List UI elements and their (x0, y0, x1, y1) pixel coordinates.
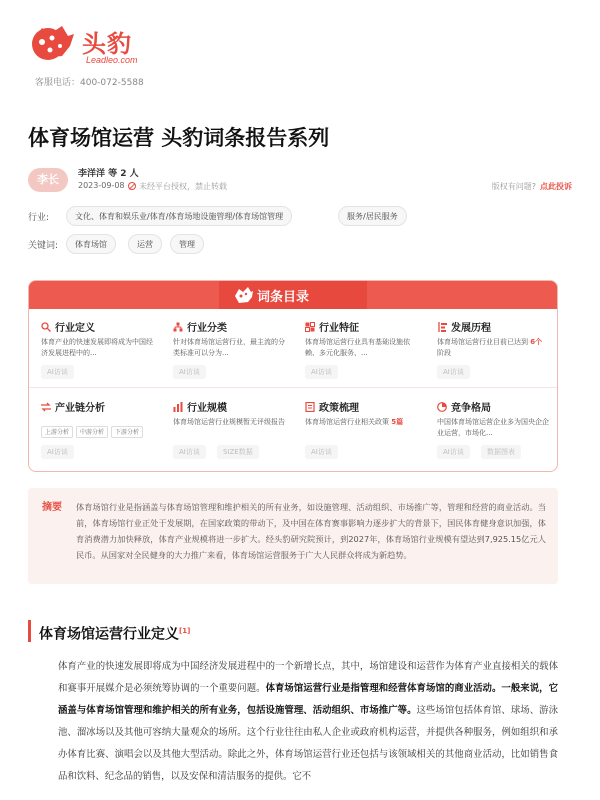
data-chart-button[interactable]: 数据图表 (481, 445, 521, 459)
toc-item-title-text: 发展历程 (451, 323, 491, 334)
author-name[interactable]: 李洋洋 等 2 人 (78, 169, 139, 179)
toc-item-desc-text: 体育场馆运营行业相关政策 (305, 418, 392, 426)
toc-item-title (173, 399, 227, 414)
toc-item-desc: 体育场馆运营行业具有基础设施依赖、多元化服务、... (305, 338, 410, 357)
definition-body (58, 656, 558, 788)
body-paragraph: 这些场馆包括体育馆、球场、游泳池、溜冰场以及其他可容纳大量观众的场所。这个行业往往由私人企业或政府机构运营，并提供各种服务，例如组织和承办体育比赛、演唱会以及其他大型活动。除此之外，体育场馆运营行业还包括与该领域相关的其他商业活动，比如销售食品和饮料、纪念品的销售，以及安保和清洁服务的提供。它不 (58, 705, 558, 782)
industry-label: 行业: (28, 213, 50, 223)
toc-item-title-text: 行业定义 (55, 323, 95, 334)
avatar: 李长 (28, 168, 68, 192)
site-header (28, 18, 228, 88)
keyword-row (28, 234, 572, 254)
industry-tag[interactable]: 文化、体育和娱乐业/体育/体育场地设施管理/体育场馆管理 (66, 206, 292, 226)
toc-item-title (41, 399, 105, 414)
author-row (28, 166, 572, 196)
chain-analysis-tags (41, 419, 146, 438)
toc-item-title-text: 产业链分析 (55, 403, 105, 414)
toc-item-title (173, 319, 227, 334)
ai-interview-button[interactable]: AI访谈 (437, 365, 470, 379)
upstream-tag[interactable]: 上游分析 (41, 426, 73, 438)
toc-item-history[interactable] (425, 309, 557, 389)
ai-interview-button[interactable]: AI访谈 (305, 365, 338, 379)
toc-panel (28, 280, 558, 472)
toc-item-title (305, 319, 359, 334)
hierarchy-icon (173, 322, 183, 332)
leopard-logo-icon (234, 286, 254, 304)
toc-item-desc-text: 阶段 (437, 349, 451, 357)
size-data-button[interactable]: SIZE数据 (217, 445, 259, 459)
reprint-warning (128, 181, 227, 192)
toc-item-title-text: 行业特征 (319, 323, 359, 334)
pie-chart-icon (437, 402, 447, 412)
section-title (28, 620, 190, 642)
keyword-label: 关键词: (28, 241, 59, 251)
toc-item-title (305, 399, 359, 414)
copyright-question: 版权有问题? (491, 182, 536, 191)
chain-arrows-icon (41, 402, 51, 412)
search-doc-icon (41, 322, 51, 332)
toc-item-features[interactable] (293, 309, 425, 389)
toc-header (29, 281, 557, 309)
toc-item-chain[interactable] (29, 389, 161, 469)
stage-count: 6个 (530, 338, 543, 346)
toc-item-classification[interactable] (161, 309, 293, 389)
copyright-report (492, 181, 572, 192)
keyword-tag[interactable]: 体育场馆 (66, 234, 116, 254)
reprint-warning-text: 未经平台授权，禁止转载 (139, 182, 227, 191)
grid-icon (305, 322, 315, 332)
toc-item-title-text: 政策梳理 (319, 403, 359, 414)
toc-item-desc: 体育场馆运营行业规模暂无评级报告 (173, 418, 285, 426)
ai-interview-button[interactable]: AI访谈 (305, 445, 338, 459)
toc-item-desc-text: 体育场馆运营行业目前已达到 (437, 338, 531, 346)
keyword-tag[interactable]: 管理 (170, 234, 204, 254)
policy-count: 5篇 (391, 418, 404, 426)
toc-title: 词条目录 (257, 290, 310, 305)
leopard-logo-icon (28, 22, 76, 62)
industry-row (28, 206, 572, 226)
toc-item-title-text: 竞争格局 (451, 403, 491, 414)
toc-item-desc (305, 417, 417, 428)
report-link[interactable]: 点此投诉 (540, 182, 572, 191)
toc-item-title-text: 行业规模 (187, 403, 227, 414)
service-phone: 客服电话：400-072-5588 (35, 78, 144, 88)
bar-chart-icon (173, 402, 183, 412)
toc-item-desc: 中国体育场馆运营企业多为国央企企业运营，市场化... (437, 418, 549, 437)
toc-item-desc: 体育产业的快速发展即将成为中国经济发展进程中的... (41, 338, 153, 357)
body-paragraph: 体育产业的快速发展即将成为中国经济发展进程中的一个新增长点，其中，场馆建设和运营作为体育产业直接相关的载体和赛事开展媒介是必须统筹协调的一个重要问题。 (58, 661, 558, 694)
toc-item-desc (437, 337, 549, 359)
ai-interview-button[interactable]: AI访谈 (173, 365, 206, 379)
ai-interview-button[interactable]: AI访谈 (41, 365, 74, 379)
toc-item-policy[interactable] (293, 389, 425, 469)
toc-item-competition[interactable] (425, 389, 557, 469)
toc-item-title-text: 行业分类 (187, 323, 227, 334)
reference-link[interactable]: [1] (179, 627, 191, 635)
toc-item-scale[interactable] (161, 389, 293, 469)
summary-box (28, 488, 558, 584)
ai-interview-button[interactable]: AI访谈 (173, 445, 206, 459)
toc-item-title (437, 399, 491, 414)
toc-item-title (437, 319, 491, 334)
logo-text: 头豹 (82, 30, 132, 58)
page-title: 体育场馆运营 头豹词条报告系列 (28, 126, 330, 150)
summary-label: 摘要 (42, 502, 62, 513)
publish-date: 2023-09-08 (78, 181, 125, 190)
ai-interview-button[interactable]: AI访谈 (41, 445, 74, 459)
toc-divider (29, 387, 557, 388)
toc-item-title (41, 319, 95, 334)
keyword-tag[interactable]: 运营 (128, 234, 162, 254)
toc-item-definition[interactable] (29, 309, 161, 389)
toc-header-decoration (29, 281, 219, 309)
ai-interview-button[interactable]: AI访谈 (437, 445, 470, 459)
document-icon (305, 402, 315, 412)
toc-header-decoration (367, 281, 557, 309)
downstream-tag[interactable]: 下游分析 (111, 426, 143, 438)
midstream-tag[interactable]: 中游分析 (76, 426, 108, 438)
logo-url[interactable]: Leadleo.com (86, 55, 138, 65)
body-bold-definition: 体育场馆运营行业是指管理和经营体育场馆的商业活动。一般来说，它涵盖与体育场馆管理和维护相关的所有业务，包括设施管理、活动组织、市场推广等。 (58, 683, 558, 716)
toc-item-desc: 针对体育场馆运营行业，最主流的分类标准可以分为... (173, 338, 285, 357)
section-title-text: 体育场馆运营行业定义 (39, 626, 179, 643)
industry-tag[interactable]: 服务/居民服务 (338, 206, 407, 226)
summary-text: 体育场馆行业是指涵盖与体育场馆管理和维护相关的所有业务，如设施管理、活动组织、市场推广等，管理和经营的商业活动。当前，体育场馆行业正处于发展期，在国家政策的带动下，及中国在体育赛事影响力逐步扩大的背景下，国民体育健身意识加强，体育消费潜力加快释放，体育产业规模将进一步扩大。经头豹研究院预计，到2027年，体育场馆行业规模有望达到7,925.15亿元人民币。从国家对全民健身的大力推广来看，体育场馆运营服务于广大人民群众将成为新趋势。 (76, 502, 546, 560)
forbidden-icon (128, 182, 136, 190)
timeline-icon (437, 322, 447, 332)
